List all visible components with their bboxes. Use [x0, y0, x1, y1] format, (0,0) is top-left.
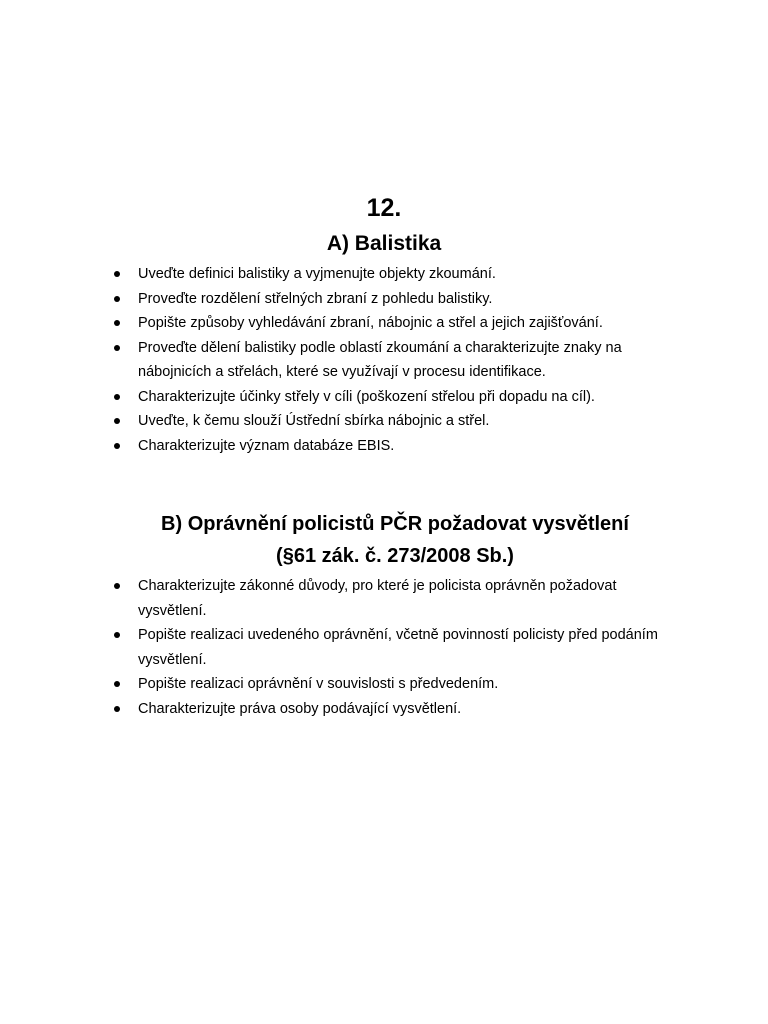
bullet-icon [114, 681, 120, 687]
bullet-icon [114, 706, 120, 712]
list-item [0, 434, 768, 459]
list-item [0, 287, 768, 312]
bullet-icon [114, 271, 120, 277]
list-item-text: Proveďte dělení balistiky podle oblastí zkoumání a charakterizujte znaky na nábojnicích a střelách, které se využívají v procesu identifikace. [138, 339, 622, 380]
list-item-text: Charakterizujte zákonné důvody, pro které je policista oprávněn požadovat vysvětlení. [138, 578, 617, 619]
bullet-icon [114, 583, 120, 589]
question-number: 12. [366, 194, 402, 222]
section-b-heading [0, 508, 768, 572]
list-item-text: Popište realizaci uvedeného oprávnění, včetně povinností policisty před podáním vysvětlení. [138, 627, 658, 668]
bullet-icon [114, 418, 120, 424]
list-item [0, 385, 768, 410]
list-item [0, 672, 768, 697]
list-item [0, 409, 768, 434]
list-item-text: Charakterizujte práva osoby podávající vysvětlení. [138, 700, 462, 717]
bullet-icon [114, 320, 120, 326]
bullet-icon [114, 632, 120, 638]
section-a-list [0, 262, 768, 458]
list-item [0, 262, 768, 287]
list-item [0, 623, 768, 672]
section-b-heading-line1: B) Oprávnění policistů PČR požadovat vysvětlení [161, 513, 629, 535]
list-item [0, 574, 768, 623]
list-item [0, 697, 768, 722]
list-item-text: Uveďte, k čemu slouží Ústřední sbírka nábojnic a střel. [138, 413, 490, 429]
list-item-text: Popište realizaci oprávnění v souvislosti s předvedením. [138, 676, 499, 692]
section-a-heading: A) Balistika [326, 232, 442, 255]
bullet-icon [114, 296, 120, 302]
list-item-text: Uveďte definici balistiky a vyjmenujte objekty zkoumání. [138, 266, 496, 282]
list-item [0, 311, 768, 336]
list-item-text: Proveďte rozdělení střelných zbraní z pohledu balistiky. [138, 290, 493, 307]
bullet-icon [114, 443, 120, 449]
bullet-icon [114, 345, 120, 351]
bullet-icon [114, 394, 120, 400]
list-item [0, 336, 768, 385]
list-item-text: Charakterizujte význam databáze EBIS. [138, 437, 395, 454]
list-item-text: Charakterizujte účinky střely v cíli (poškození střelou při dopadu na cíl). [138, 388, 595, 405]
section-b-heading-line2: (§61 zák. č. 273/2008 Sb.) [276, 545, 514, 567]
list-item-text: Popište způsoby vyhledávání zbraní, nábojnic a střel a jejich zajišťování. [138, 315, 603, 331]
section-b-list [0, 574, 768, 721]
